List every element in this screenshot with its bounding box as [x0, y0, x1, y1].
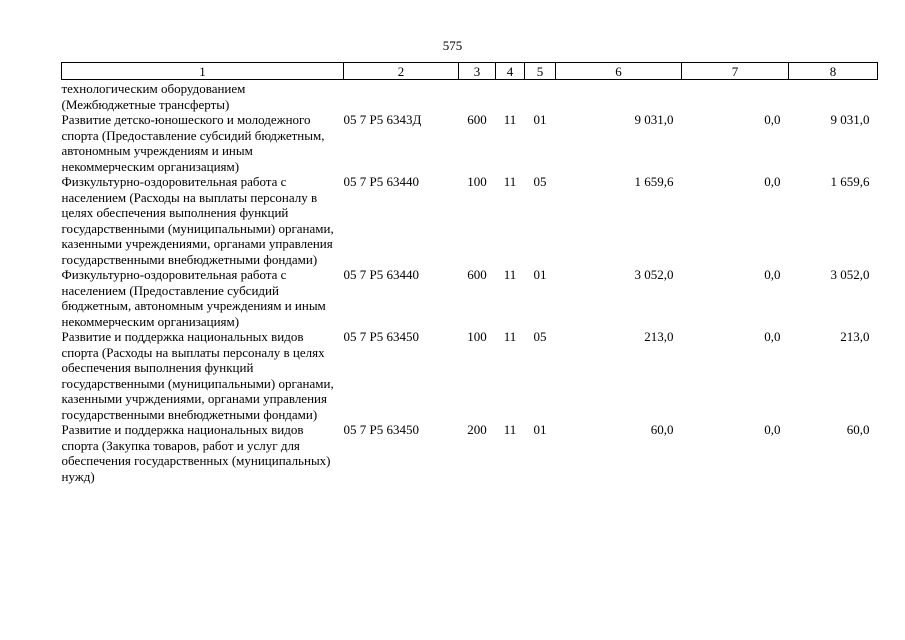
row-name: Развитие и поддержка национальных видов спорта (Расходы на выплаты персоналу в целях обеспечения выполнения функций государственными (муниципальными) органами, казенными учрждениями, органами управления государственными внебюджетными фондами): [61, 329, 334, 422]
row-vr: 600: [467, 112, 487, 127]
table-header-row: [62, 63, 878, 80]
row-rz: 11: [503, 422, 517, 437]
row-col7: 0,0: [764, 267, 781, 282]
continuation-row: [62, 80, 878, 113]
page-number: 575: [442, 38, 463, 53]
header-col-5: 5: [525, 63, 556, 80]
row-col8: 213,0: [840, 329, 870, 344]
row-col8: 3 052,0: [830, 267, 870, 282]
row-code: 05 7 Р5 6343Д: [343, 112, 422, 127]
row-pr: 05: [533, 329, 547, 344]
row-vr: 100: [467, 174, 487, 189]
row-col8: 1 659,6: [830, 174, 870, 189]
budget-table: [61, 62, 878, 484]
row-rz: 11: [503, 329, 517, 344]
row-col7: 0,0: [764, 112, 781, 127]
row-pr: 01: [533, 112, 547, 127]
row-col8: 60,0: [846, 422, 870, 437]
table-row: [62, 422, 878, 484]
row-name: Развитие детско-юношеского и молодежного спорта (Предоставление субсидий бюджетным, автономным учреждениям и иным некоммерческим организациям): [61, 112, 325, 174]
row-col6: 1 659,6: [634, 174, 674, 189]
row-name: Физкультурно-оздоровительная работа с населением (Предоставление субсидий бюджетным, автономным учреждениям и иным некоммерческим организациям): [61, 267, 326, 329]
continuation-text: технологическим оборудованием (Межбюджетные трансферты): [61, 81, 246, 112]
row-vr: 600: [467, 267, 487, 282]
header-col-8: 8: [789, 63, 878, 80]
header-col-3: 3: [459, 63, 496, 80]
row-col7: 0,0: [764, 422, 781, 437]
row-col7: 0,0: [764, 174, 781, 189]
row-code: 05 7 Р5 63450: [343, 422, 419, 437]
row-col6: 3 052,0: [634, 267, 674, 282]
row-pr: 01: [533, 422, 547, 437]
row-rz: 11: [503, 174, 517, 189]
row-code: 05 7 Р5 63440: [343, 267, 419, 282]
row-code: 05 7 Р5 63440: [343, 174, 419, 189]
header-col-1: 1: [62, 63, 344, 80]
row-rz: 11: [503, 112, 517, 127]
row-pr: 01: [533, 267, 547, 282]
header-col-7: 7: [682, 63, 789, 80]
row-col6: 9 031,0: [634, 112, 674, 127]
row-col7: 0,0: [764, 329, 781, 344]
table-row: [62, 329, 878, 422]
row-code: 05 7 Р5 63450: [343, 329, 419, 344]
row-col8: 9 031,0: [830, 112, 870, 127]
row-name: Развитие и поддержка национальных видов спорта (Закупка товаров, работ и услуг для обеспечения государственных (муниципальных) нужд): [61, 422, 331, 484]
table-row: [62, 267, 878, 329]
header-col-4: 4: [496, 63, 525, 80]
row-col6: 213,0: [644, 329, 674, 344]
row-pr: 05: [533, 174, 547, 189]
row-name: Физкультурно-оздоровительная работа с населением (Расходы на выплаты персоналу в целях обеспечения выполнения функций государственными (муниципальными) органами, казенными учреждениями, органами управления государственными внебюджетными фондами): [61, 174, 334, 267]
header-col-6: 6: [556, 63, 682, 80]
table-row: [62, 112, 878, 174]
table-row: [62, 174, 878, 267]
header-col-2: 2: [344, 63, 459, 80]
row-col6: 60,0: [650, 422, 674, 437]
row-rz: 11: [503, 267, 517, 282]
row-vr: 200: [467, 422, 487, 437]
row-vr: 100: [467, 329, 487, 344]
